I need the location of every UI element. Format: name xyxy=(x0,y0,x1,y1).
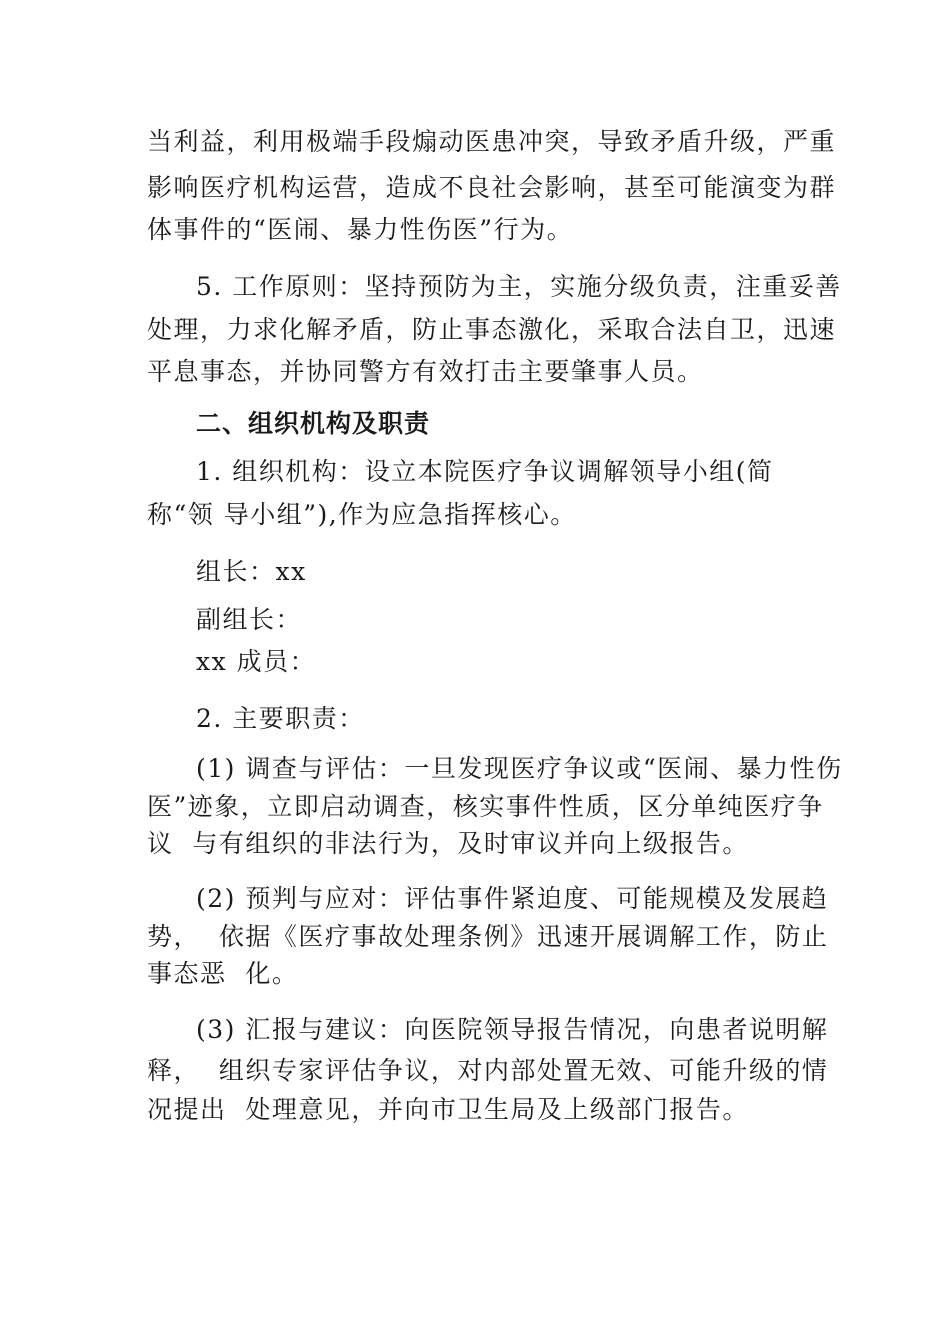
duty-1-line-3: 议 与有组织的非法行为，及时审议并向上级报告。 xyxy=(147,829,749,858)
paragraph-1-line-2: 影响医疗机构运营，造成不良社会影响，甚至可能演变为群 xyxy=(147,173,837,202)
paragraph-3-line-2: 称“领 导小组”),作为应急指挥核心。 xyxy=(147,500,577,529)
duty-3-line-2: 释， 组织专家评估争议，对内部处置无效、可能升级的情 xyxy=(147,1056,829,1085)
paragraph-3-line-1: 1. 组织机构：设立本院医疗争议调解领导小组(简 xyxy=(196,457,774,486)
member-list: xx 成员： xyxy=(196,647,317,676)
duty-2-line-1: (2) 预判与应对：评估事件紧迫度、可能规模及发展趋 xyxy=(196,884,829,913)
duties-title: 2. 主要职责： xyxy=(196,704,365,733)
duty-2-line-3: 事态恶 化。 xyxy=(147,959,299,988)
duty-1-line-2: 医”迹象，立即启动调查，核实事件性质，区分单纯医疗争 xyxy=(147,792,824,821)
duty-1-line-1: (1) 调查与评估：一旦发现医疗争议或“医闹、暴力性伤 xyxy=(196,754,843,783)
paragraph-1-line-3: 体事件的“医闹、暴力性伤医”行为。 xyxy=(147,215,574,244)
paragraph-2-line-1: 5. 工作原则：坚持预防为主，实施分级负责，注重妥善 xyxy=(196,272,842,301)
duty-2-line-2: 势， 依据《医疗事故处理条例》迅速开展调解工作，防止 xyxy=(147,922,829,951)
paragraph-1-line-1: 当利益，利用极端手段煽动医患冲突，导致矛盾升级，严重 xyxy=(147,127,837,156)
paragraph-2-line-2: 处理，力求化解矛盾，防止事态激化，采取合法自卫，迅速 xyxy=(147,315,837,344)
member-deputy: 副组长： xyxy=(196,605,303,634)
paragraph-2-line-3: 平息事态，并协同警方有效打击主要肇事人员。 xyxy=(147,357,704,386)
duty-3-line-1: (3) 汇报与建议：向医院领导报告情况，向患者说明解 xyxy=(196,1015,829,1044)
member-leader: 组长：xx xyxy=(196,557,307,586)
section-heading: 二、组织机构及职责 xyxy=(196,409,431,438)
duty-3-line-3: 况提出 处理意见，并向市卫生局及上级部门报告。 xyxy=(147,1095,749,1124)
